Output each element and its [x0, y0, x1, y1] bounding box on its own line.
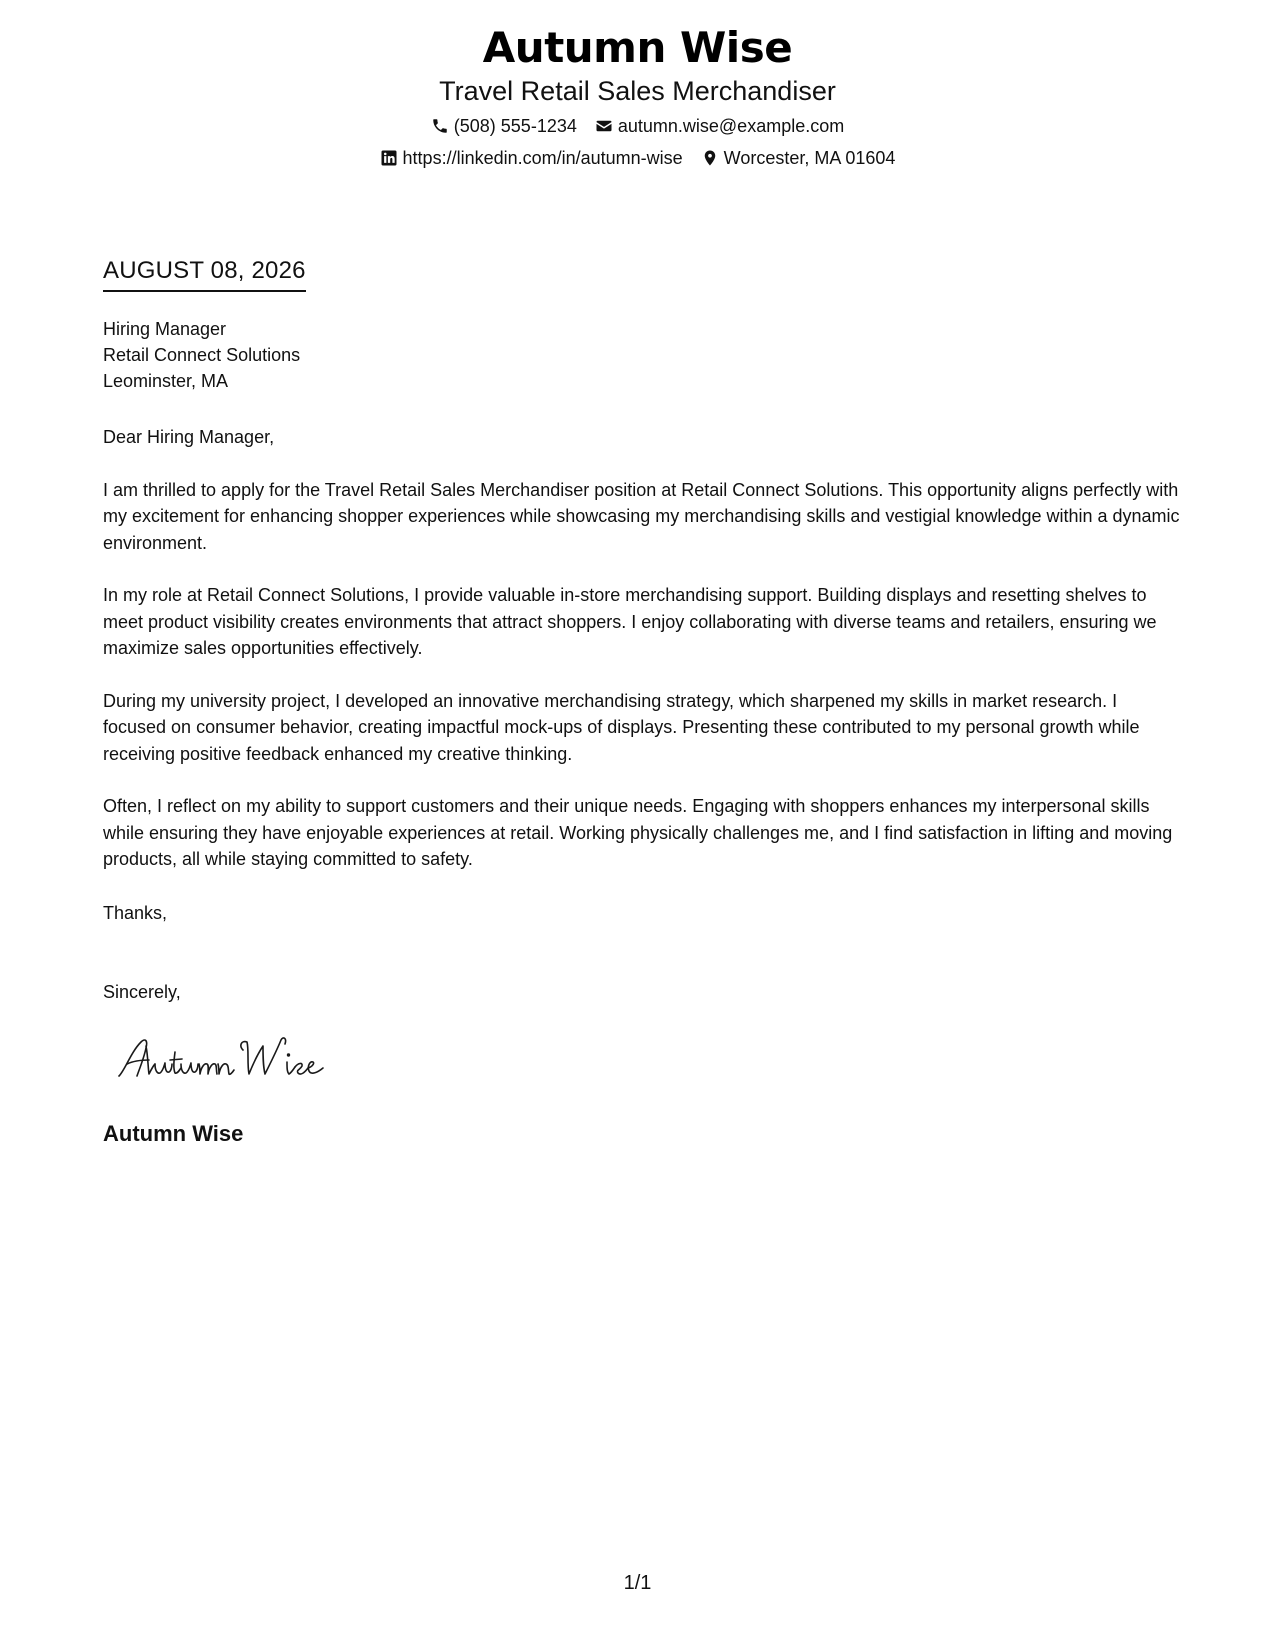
recipient-line: Retail Connect Solutions	[103, 345, 301, 365]
body-paragraph: In my role at Retail Connect Solutions, I provide valuable in-store merchandising support. Building displays and resetting shelves to meet product visibility creates environments that attract shoppers. I enjoy collaborating with diverse teams and retailers, ensuring we maximize sales opportunities effectively.	[103, 585, 1157, 658]
contact-email[interactable]	[595, 114, 844, 138]
signed-name: Autumn Wise	[103, 1121, 244, 1146]
recipient-block	[103, 316, 300, 394]
letter-date: AUGUST 08, 2026	[103, 256, 306, 292]
email-text: autumn.wise@example.com	[617, 116, 845, 136]
letter-header	[0, 22, 1275, 170]
map-marker-icon	[701, 149, 719, 167]
location-text: Worcester, MA 01604	[723, 148, 896, 168]
closing-thanks: Thanks,	[103, 903, 168, 923]
linkedin-icon	[380, 149, 398, 167]
contact-location	[701, 146, 896, 170]
envelope-icon	[595, 117, 613, 135]
closing-sincerely: Sincerely,	[103, 982, 181, 1002]
applicant-name: Autumn Wise	[482, 23, 793, 72]
handwritten-signature	[115, 1030, 355, 1090]
body-paragraph: During my university project, I developed an innovative merchandising strategy, which sharpened my skills in market research. I focused on consumer behavior, creating impactful mock-ups of displays. Presenting these contributed to my personal growth while receiving positive feedback enhanced my creative thinking.	[103, 690, 1140, 764]
contact-row-primary	[0, 114, 1275, 138]
recipient-line: Hiring Manager	[103, 319, 227, 339]
letter-body	[103, 424, 1183, 899]
page-number: 1/1	[623, 1572, 652, 1594]
body-paragraph: Often, I reflect on my ability to support customers and their unique needs. Engaging with shoppers enhances my interpersonal skills while ensuring they have enjoyable experiences at retail. Working physically challenges me, and I find satisfaction in lifting and moving products, all while staying committed to safety.	[103, 796, 1173, 869]
phone-text: (508) 555-1234	[453, 116, 577, 136]
contact-linkedin[interactable]	[380, 146, 683, 170]
linkedin-text: https://linkedin.com/in/autumn-wise	[402, 148, 683, 168]
recipient-line: Leominster, MA	[103, 371, 229, 391]
salutation: Dear Hiring Manager,	[103, 427, 275, 447]
contact-row-secondary	[0, 146, 1275, 170]
phone-icon	[431, 117, 449, 135]
contact-phone[interactable]	[431, 114, 577, 138]
job-title: Travel Retail Sales Merchandiser	[439, 76, 836, 106]
body-paragraph: I am thrilled to apply for the Travel Retail Sales Merchandiser position at Retail Connect Solutions. This opportunity aligns perfectly with my excitement for enhancing shopper experiences while showcasing my merchandising skills and vestigial knowledge within a dynamic environment.	[103, 479, 1180, 553]
signature-drawing	[115, 1030, 355, 1090]
